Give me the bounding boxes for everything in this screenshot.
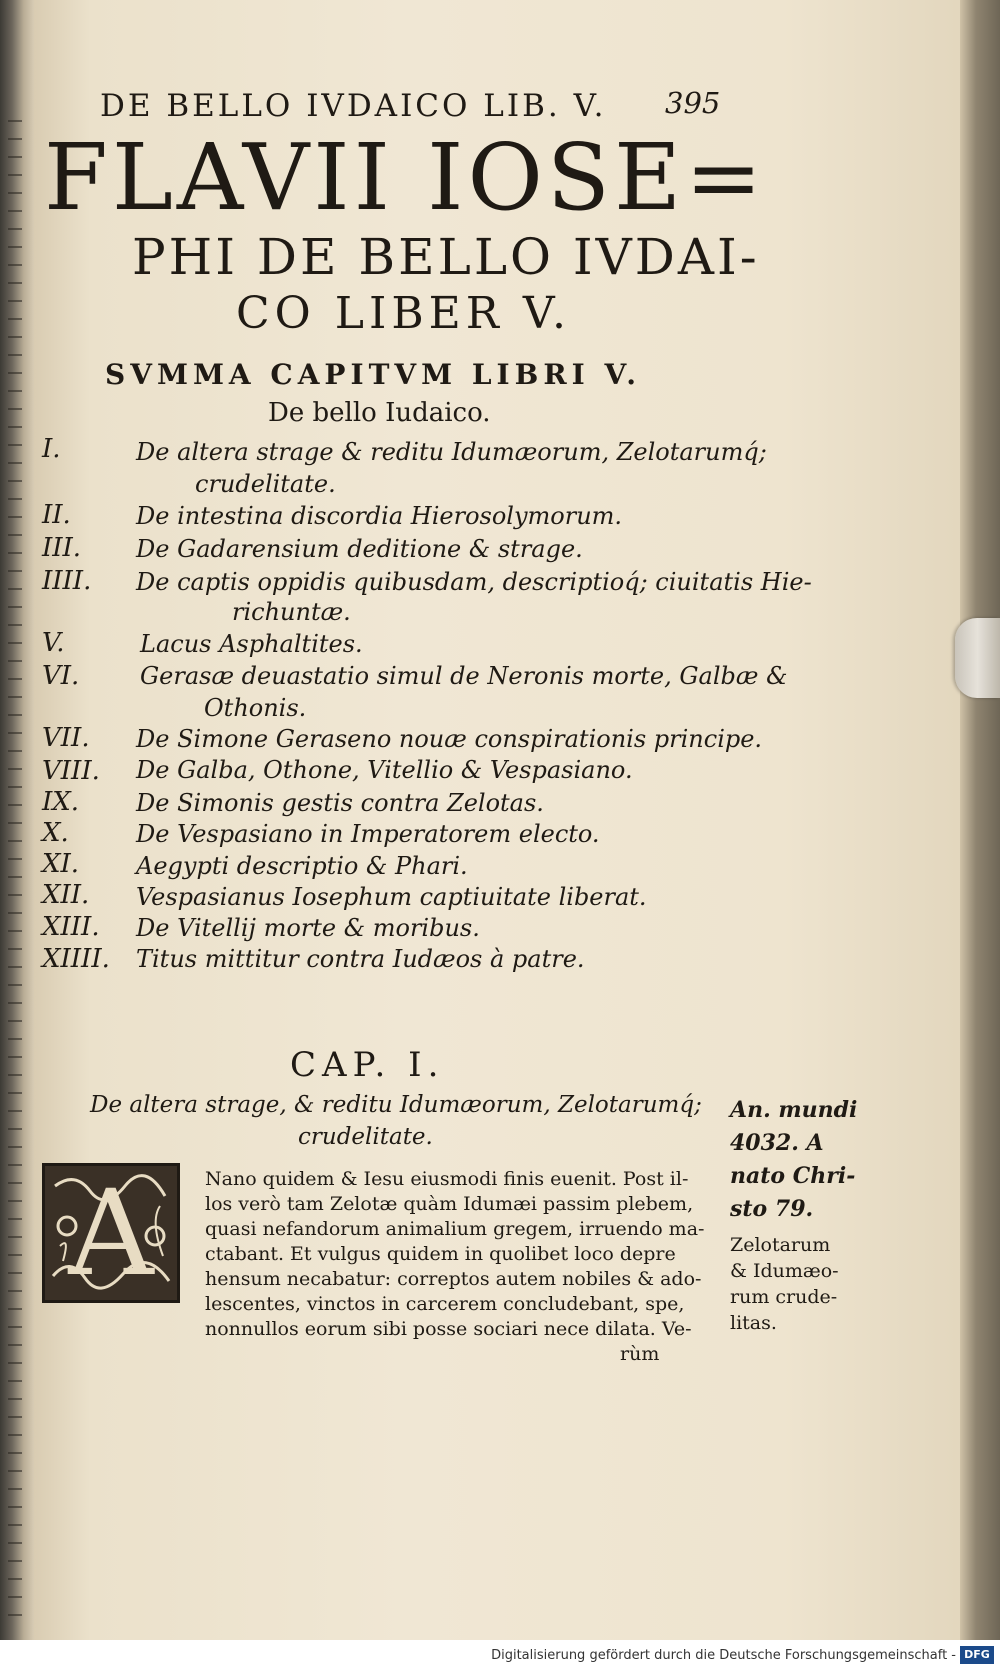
right-page-edge (960, 0, 1000, 1640)
chapter-subtitle-cont: crudelitate. (298, 1124, 433, 1150)
margin-note: 4032. A (730, 1130, 824, 1156)
chapter-numeral: IIII. (42, 566, 92, 596)
chapter-numeral: X. (42, 818, 69, 848)
chapter-subtitle: De altera strage, & reditu Idumæorum, Zelotarumq́; (90, 1092, 702, 1118)
footer-credit: Digitalisierung gefördert durch die Deutsche Forschungsgemeinschaft - (491, 1648, 956, 1663)
title-line-1: FLAVII IOSE= (44, 124, 767, 231)
body-line: Nano quidem & Iesu eiusmodi finis euenit. Post il- (205, 1168, 689, 1190)
body-line: hensum necabatur: correptos autem nobiles & ado- (205, 1268, 702, 1290)
summa-subheading: De bello Iudaico. (268, 398, 491, 428)
chapter-numeral: XI. (42, 849, 80, 879)
chapter-title: De Vitellij morte & moribus. (136, 914, 480, 942)
margin-note: nato Chri- (730, 1163, 856, 1189)
chapter-title: De Simonis gestis contra Zelotas. (136, 789, 544, 817)
chapter-numeral: III. (42, 533, 82, 563)
chapter-title: De Galba, Othone, Vitellio & Vespasiano. (136, 756, 633, 784)
chapter-numeral: VIII. (42, 756, 100, 786)
margin-note: litas. (730, 1312, 777, 1334)
margin-note: rum crude- (730, 1286, 838, 1308)
chapter-title: Lacus Asphaltites. (140, 630, 363, 658)
chapter-title: Vespasianus Iosephum captiuitate liberat. (136, 883, 647, 911)
chapter-title-cont: crudelitate. (195, 470, 336, 498)
chapter-numeral: IX. (42, 787, 80, 817)
chapter-numeral: XIIII. (42, 944, 110, 974)
chapter-numeral: VII. (42, 723, 90, 753)
facing-page-text-edge (8, 120, 22, 1620)
margin-note: sto 79. (730, 1196, 814, 1222)
body-line: quasi nefandorum animalium gregem, irruendo ma- (205, 1218, 705, 1240)
running-head: DE BELLO IVDAICO LIB. V. (100, 88, 607, 124)
chapter-numeral: XIII. (42, 912, 100, 942)
margin-note: Zelotarum (730, 1234, 831, 1256)
bookmark-tab (955, 618, 1000, 698)
body-line: lescentes, vinctos in carcerem concludebant, spe, (205, 1293, 685, 1315)
chapter-numeral: XII. (42, 880, 90, 910)
body-line: ctabant. Et vulgus quidem in quolibet loco depre (205, 1243, 676, 1265)
catchword: rùm (620, 1343, 660, 1365)
body-line: los verò tam Zelotæ quàm Idumæi passim plebem, (205, 1193, 694, 1215)
margin-note: An. mundi (730, 1097, 858, 1123)
chapter-numeral: VI. (42, 661, 80, 691)
chapter-title: De Gadarensium deditione & strage. (136, 535, 583, 563)
chapter-title: De captis oppidis quibusdam, descriptioq́; ciuitatis Hie- (136, 568, 812, 596)
margin-note: & Idumæo- (730, 1260, 839, 1282)
initial-letter: A (68, 1164, 154, 1302)
chapter-heading: CAP. I. (290, 1045, 445, 1085)
summa-heading: SVMMA CAPITVM LIBRI V. (105, 358, 642, 391)
page-number: 395 (665, 86, 721, 120)
footer (0, 1640, 1000, 1672)
chapter-title: Aegypti descriptio & Phari. (136, 852, 468, 880)
chapter-title: De altera strage & reditu Idumæorum, Zelotarumq́; (136, 438, 767, 466)
chapter-title: Gerasæ deuastatio simul de Neronis morte, Galbæ & (140, 662, 788, 690)
chapter-numeral: V. (42, 628, 65, 658)
chapter-numeral: II. (42, 500, 71, 530)
chapter-title: Titus mittitur contra Iudæos à patre. (136, 945, 585, 973)
title-line-2: PHI DE BELLO IVDAI- (132, 228, 760, 286)
chapter-title: De Vespasiano in Imperatorem electo. (136, 820, 600, 848)
chapter-title: De intestina discordia Hierosolymorum. (136, 502, 623, 530)
chapter-title-cont: Othonis. (204, 694, 307, 722)
chapter-title-cont: richuntæ. (232, 598, 351, 626)
decorated-initial (42, 1163, 180, 1303)
dfg-logo: DFG (960, 1646, 994, 1664)
body-line: nonnullos eorum sibi posse sociari nece dilata. Ve- (205, 1318, 692, 1340)
chapter-numeral: I. (42, 434, 61, 464)
chapter-title: De Simone Geraseno nouæ conspirationis principe. (136, 725, 763, 753)
title-line-3: CO LIBER V. (236, 288, 571, 339)
